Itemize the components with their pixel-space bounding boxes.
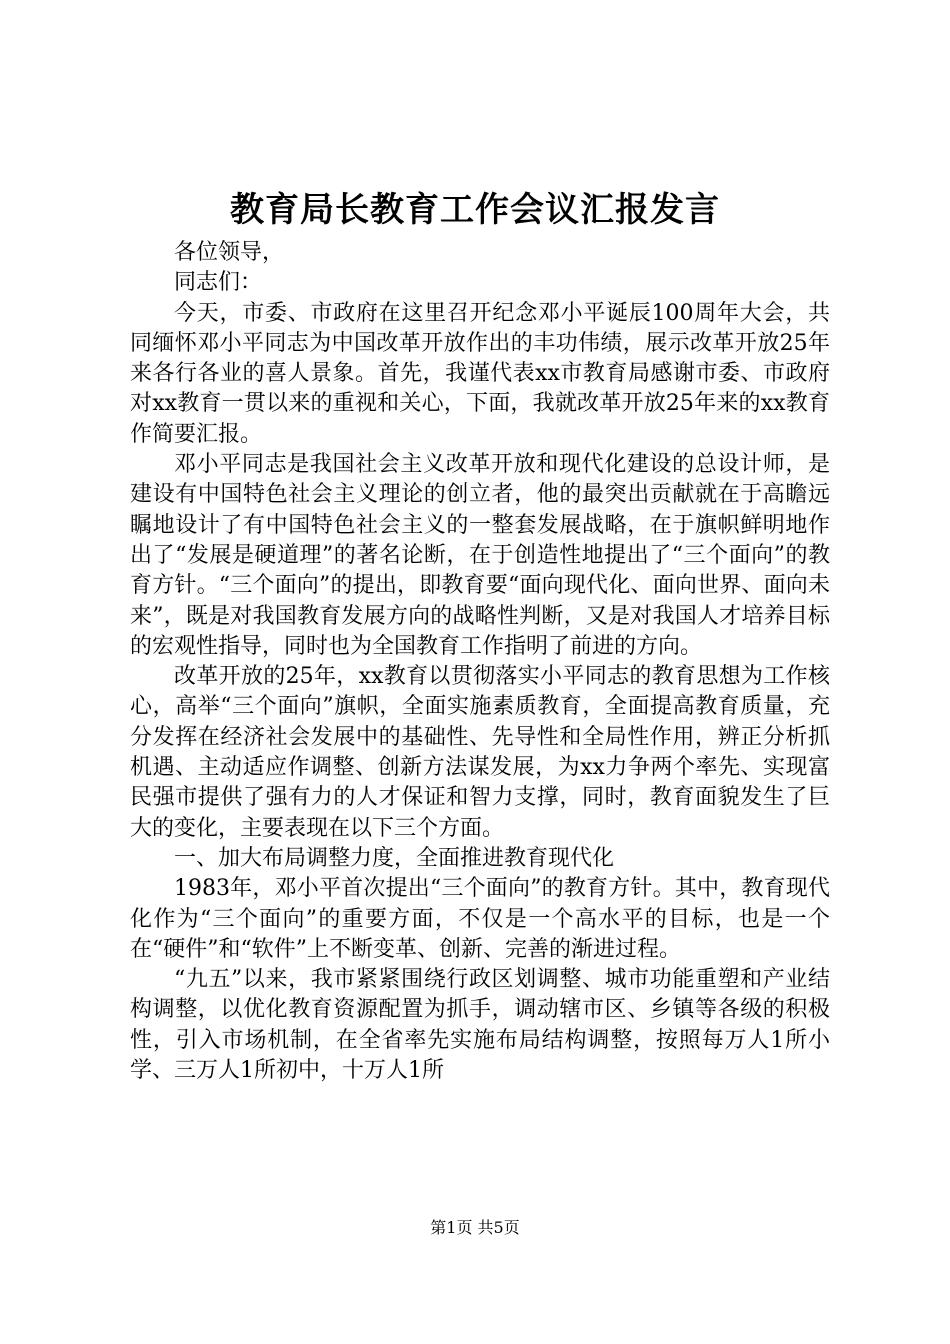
section-heading-1: 一、加大布局调整力度，全面推进教育现代化 bbox=[174, 845, 615, 871]
document-body bbox=[130, 238, 830, 1086]
paragraph-ninth-five: “九五”以来，我市紧紧围绕行政区划调整、城市功能重塑和产业结构调整，以优化教育资源配置为抓手，调动辖市区、乡镇等各级的积极性，引入市场机制，在全省率先实施布局结构调整，按照每万人1所小学、三万人1所初中，十万人1所 bbox=[130, 967, 830, 1084]
page-footer: 第1页 共5页 bbox=[430, 1218, 520, 1237]
paragraph-1983: 1983年，邓小平首次提出“三个面向”的教育方针。其中，教育现代化作为“三个面向”的重要方面，不仅是一个高水平的目标，也是一个在“硬件”和“软件”上不断变革、创新、完善的渐进过程。 bbox=[130, 876, 830, 962]
document-title: 教育局长教育工作会议汇报发言 bbox=[230, 190, 720, 230]
paragraph-intro: 今天，市委、市政府在这里召开纪念邓小平诞辰100周年大会，共同缅怀邓小平同志为中国改革开放作出的丰功伟绩，展示改革开放25年来各行各业的喜人景象。首先，我谨代表xx市教育局感谢市委、市政府对xx教育一贯以来的重视和关心，下面，我就改革开放25年来的xx教育作简要汇报。 bbox=[130, 300, 830, 447]
paragraph-deng-xiaoping: 邓小平同志是我国社会主义改革开放和现代化建设的总设计师，是建设有中国特色社会主义理论的创立者，他的最突出贡献就在于高瞻远瞩地设计了有中国特色社会主义的一整套发展战略，在于旗帜鲜明地作出了“发展是硬道理”的著名论断，在于创造性地提出了“三个面向”的教育方针。“三个面向”的提出，即教育要“面向现代化、面向世界、面向未来”，既是对我国教育发展方向的战略性判断，又是对我国人才培养目标的宏观性指导，同时也为全国教育工作指明了前进的方向。 bbox=[130, 452, 830, 659]
salutation-comrades: 同志们： bbox=[174, 270, 263, 296]
paragraph-reform-25-years: 改革开放的25年，xx教育以贯彻落实小平同志的教育思想为工作核心，高举“三个面向”旗帜，全面实施素质教育，全面提高教育质量，充分发挥在经济社会发展中的基础性、先导性和全局性作用，辨正分析抓机遇、主动适应作调整、创新方法谋发展，为xx力争两个率先、实现富民强市提供了强有力的人才保证和智力支撑，同时，教育面貌发生了巨大的变化，主要表现在以下三个方面。 bbox=[130, 664, 830, 841]
salutation-leaders: 各位领导， bbox=[174, 240, 285, 265]
